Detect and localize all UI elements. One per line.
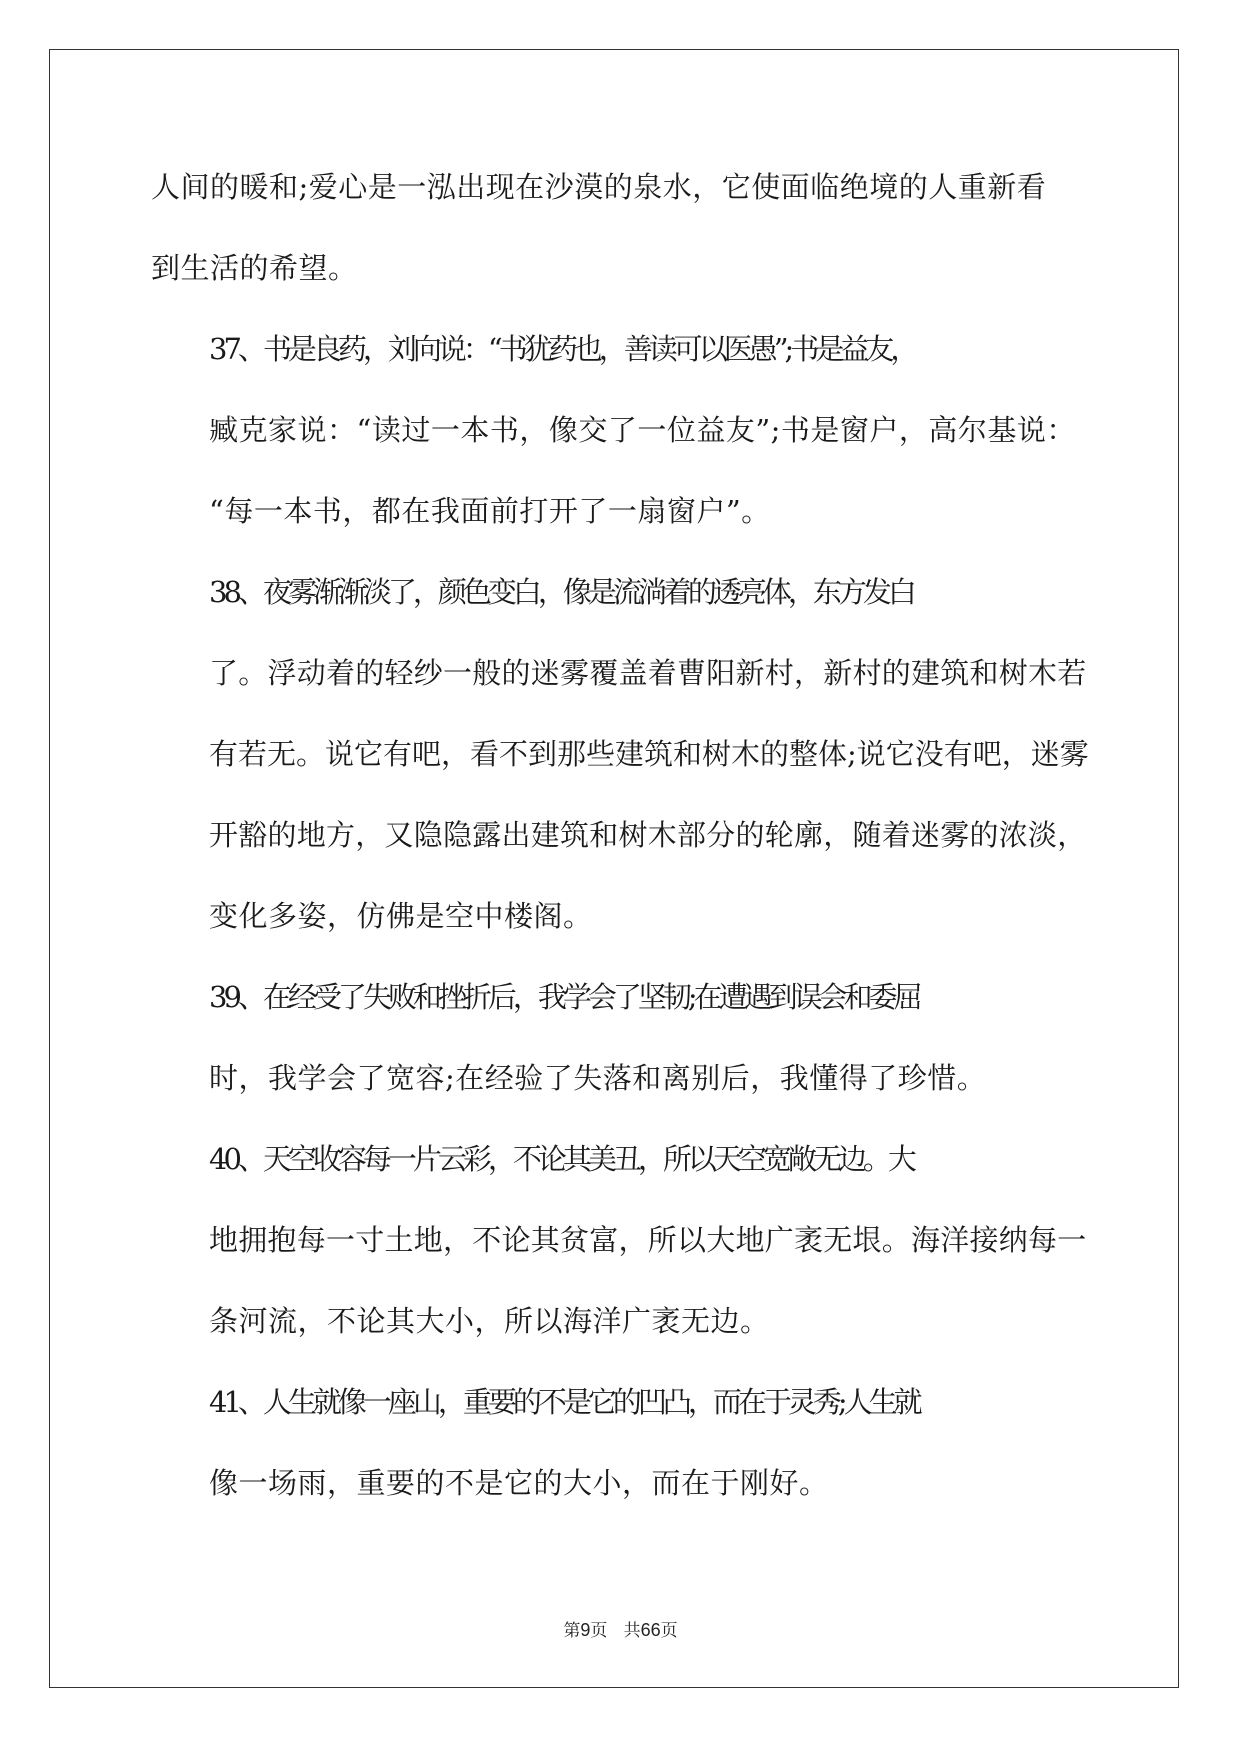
text-line: 时，我学会了宽容;在经验了失落和离别后，我懂得了珍惜。 <box>209 1061 987 1095</box>
text-line: 38、夜雾渐渐淡了，颜色变白，像是流淌着的透亮体，东方发白 <box>209 575 913 609</box>
paragraph <box>151 309 1091 552</box>
paragraph <box>151 1119 1091 1362</box>
text-line: 39、在经受了失败和挫折后，我学会了坚韧;在遭遇到误会和委屈 <box>209 980 919 1014</box>
text-line: 人间的暖和;爱心是一泓出现在沙漠的泉水，它使面临绝境的人重新看 <box>151 170 1047 204</box>
text-line: 变化多姿，仿佛是空中楼阁。 <box>209 899 593 933</box>
paragraph <box>151 147 1091 309</box>
text-line: 像一场雨，重要的不是它的大小，而在于刚好。 <box>209 1466 829 1500</box>
page-prefix: 第 <box>563 1621 581 1641</box>
total-prefix: 共 <box>623 1621 641 1641</box>
text-line: 37、书是良药，刘向说：“书犹药也，善读可以医愚”;书是益友， <box>209 332 916 366</box>
text-line: 41、人生就像一座山，重要的不是它的凹凸，而在于灵秀;人生就 <box>209 1385 919 1419</box>
page-number: 9 <box>580 1620 591 1640</box>
text-line: 到生活的希望。 <box>151 251 358 285</box>
document-body <box>151 147 1091 1524</box>
total-suffix: 页 <box>660 1621 678 1641</box>
paragraph <box>151 1362 1091 1524</box>
text-line: 条河流，不论其大小，所以海洋广袤无边。 <box>209 1304 770 1338</box>
text-line: 开豁的地方，又隐隐露出建筑和树木部分的轮廓，随着迷雾的浓淡， <box>209 818 1087 852</box>
text-line: “每一本书，都在我面前打开了一扇窗户”。 <box>209 494 771 528</box>
page-footer <box>0 1616 1241 1641</box>
paragraph <box>151 552 1091 957</box>
page-suffix: 页 <box>590 1621 608 1641</box>
text-line: 地拥抱每一寸土地，不论其贫富，所以大地广袤无垠。海洋接纳每一 <box>209 1223 1087 1257</box>
paragraph <box>151 957 1091 1119</box>
text-line: 40、天空收容每一片云彩，不论其美丑，所以天空宽敞无边。大 <box>209 1142 913 1176</box>
text-line: 有若无。说它有吧，看不到那些建筑和树木的整体;说它没有吧，迷雾 <box>209 737 1089 771</box>
text-line: 臧克家说：“读过一本书，像交了一位益友”;书是窗户，高尔基说： <box>209 413 1076 447</box>
text-line: 了。浮动着的轻纱一般的迷雾覆盖着曹阳新村，新村的建筑和树木若 <box>209 656 1087 690</box>
total-pages: 66 <box>640 1620 661 1640</box>
